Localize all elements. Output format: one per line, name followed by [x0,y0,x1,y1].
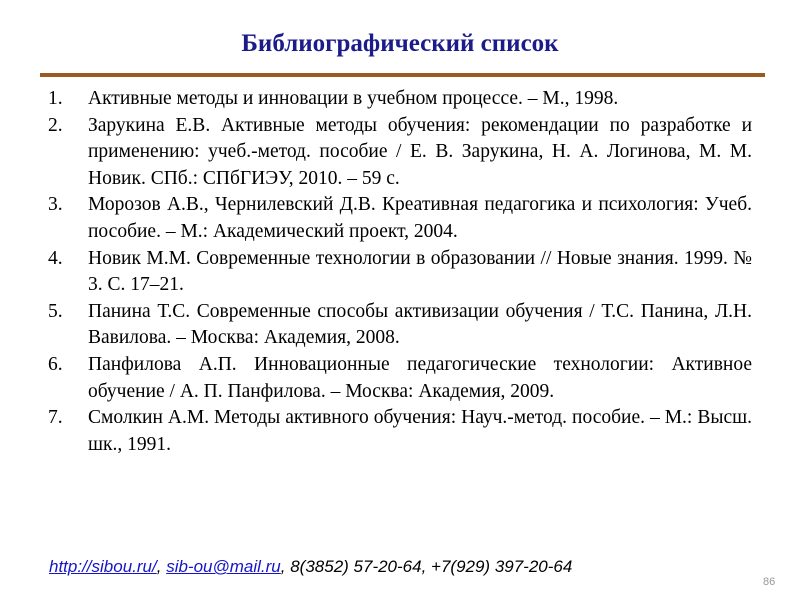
item-text: Активные методы и инновации в учебном процессе. – М., 1998. [88,88,619,109]
item-number: 7. [48,407,63,429]
list-item [48,352,752,405]
website-link[interactable]: http://sibou.ru/ [49,557,157,576]
list-item [48,246,752,299]
item-number: 1. [48,88,63,109]
item-number: 3. [48,194,63,216]
item-number: 4. [48,247,63,269]
page-number: 86 [763,576,776,588]
item-text: Зарукина Е.В. Активные методы обучения: рекомендации по разработке и применению: учеб.-метод. пособие / Е. В. Зарукина, Н. А. Логинова, М. М. Новик. СПб.: СПбГИЭУ, 2010. – 59 с. [88,114,752,189]
list-item [48,299,752,352]
item-text: Панина Т.С. Современные способы активизации обучения / Т.С. Панина, Л.Н. Вавилова. – Москва: Академия, 2008. [88,300,752,349]
phone-numbers: , 8(3852) 57-20-64, +7(929) 397-20-64 [280,557,573,576]
item-number: 2. [48,114,63,136]
bibliography-list [48,86,752,458]
contact-footer [49,557,572,577]
item-number: 6. [48,353,63,375]
email-link[interactable]: sib-ou@mail.ru [166,557,281,576]
item-text: Панфилова А.П. Инновационные педагогические технологии: Активное обучение / А. П. Панфилова. – Москва: Академия, 2009. [88,353,752,402]
item-text: Смолкин А.М. Методы активного обучения: Науч.-метод. пособие. – М.: Высш. шк., 1991. [88,407,752,455]
item-text: Новик М.М. Современные технологии в образовании // Новые знания. 1999. № 3. С. 17–21. [88,247,752,296]
separator: , [156,557,167,576]
list-item [48,405,752,458]
item-number: 5. [48,300,63,322]
slide-title: Библиографический список [241,30,559,57]
item-text: Морозов А.В., Чернилевский Д.В. Креативная педагогика и психология: Учеб. пособие. – М.: Академический проект, 2004. [88,194,752,242]
list-item [48,192,752,245]
list-item [48,113,752,193]
title-divider [40,73,765,77]
list-item [48,86,752,113]
